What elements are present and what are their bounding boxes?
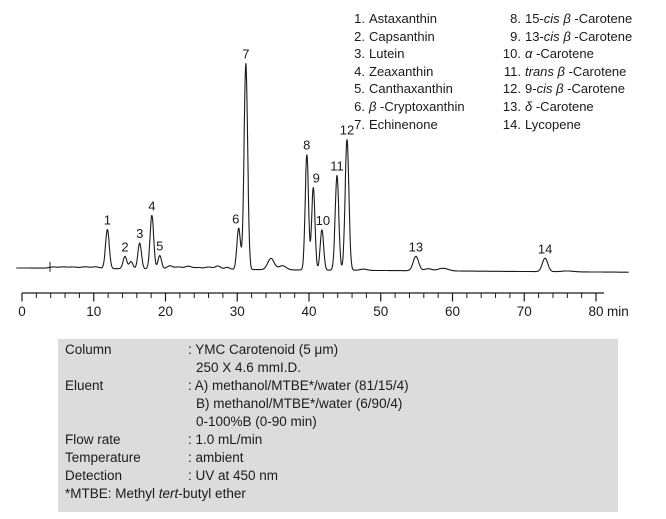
axis-tick-label: 20: [157, 304, 174, 319]
legend-item-number: 4.: [354, 63, 365, 79]
legend-item-10: [494, 45, 632, 63]
legend-item-3: [341, 45, 465, 63]
legend-item-name: Lutein: [369, 46, 405, 62]
condition-label: Temperature: [65, 450, 141, 465]
axis-tick-label: 10: [86, 304, 102, 319]
legend-item-name: Astaxanthin: [369, 11, 437, 26]
condition-label: [65, 413, 188, 431]
legend-item-14: [494, 116, 632, 134]
legend-item-name: 15-cis β -Carotene: [525, 11, 633, 26]
conditions-panel: [65, 341, 613, 503]
peak-label-8: 8: [303, 137, 311, 153]
legend-item-5: [341, 80, 465, 98]
condition-value: B) methanol/MTBE*/water (6/90/4): [196, 396, 403, 411]
peak-label-9: 9: [312, 170, 320, 186]
legend-item-name: trans β -Carotene: [525, 63, 627, 79]
legend-item-number: 7.: [354, 116, 365, 132]
legend-item-name: α -Carotene: [525, 46, 594, 62]
condition-row-temperature: [65, 449, 613, 467]
legend-item-number: 13.: [502, 98, 521, 114]
condition-label: [65, 395, 188, 413]
condition-row-detection: [65, 467, 613, 485]
condition-label: [65, 359, 188, 377]
legend-item-name: Capsanthin: [369, 28, 435, 44]
legend-item-number: 10.: [502, 46, 521, 62]
mtbe-footnote: *MTBE: Methyl tert -butyl ether: [65, 486, 246, 501]
legend-item-number: 5.: [354, 81, 365, 97]
legend-item-7: [341, 116, 465, 134]
condition-row-flow-rate: [65, 431, 613, 449]
legend-item-name: Echinenone: [369, 116, 438, 132]
legend-column-1: [341, 10, 465, 133]
condition-row-column: [65, 359, 613, 377]
legend-item-13: [494, 98, 632, 116]
peak-label-7: 7: [242, 46, 250, 62]
legend-item-name: Zeaxanthin: [369, 63, 434, 79]
legend-item-number: 12.: [502, 81, 521, 97]
axis-tick-label: 60: [444, 304, 461, 319]
axis-unit-label: min: [607, 304, 629, 319]
peak-label-5: 5: [156, 238, 164, 254]
legend-item-name: β -Cryptoxanthin: [369, 98, 465, 114]
legend-item-2: [341, 28, 465, 46]
legend-item-number: 9.: [510, 28, 521, 44]
legend-item-11: [494, 63, 632, 81]
legend-item-number: 1.: [354, 11, 365, 26]
legend-item-4: [341, 63, 465, 81]
peak-number-labels: [104, 47, 553, 257]
condition-value: : ambient: [188, 450, 244, 465]
condition-label: Column: [65, 342, 112, 357]
legend-item-9: [494, 28, 632, 46]
peak-label-10: 10: [315, 212, 331, 228]
axis-tick-label: 40: [301, 304, 317, 319]
legend-item-name: Canthaxanthin: [369, 81, 453, 97]
legend-item-number: 6.: [354, 98, 365, 114]
condition-row-eluent: [65, 395, 613, 413]
legend-item-12: [494, 80, 632, 98]
legend-item-6: [341, 98, 465, 116]
legend-item-number: 11.: [503, 63, 521, 79]
condition-row-column: [65, 341, 613, 359]
axis-ticks: [22, 293, 596, 302]
condition-value: 250 X 4.6 mmI.D.: [196, 360, 302, 375]
condition-row-eluent: [65, 377, 613, 395]
legend-column-2: [494, 10, 632, 133]
legend-item-number: 2.: [354, 28, 365, 44]
condition-label: Flow rate: [65, 432, 121, 447]
axis-tick-label: 70: [516, 304, 532, 319]
legend-item-name: 9-cis β -Carotene: [525, 81, 625, 97]
condition-value: : YMC Carotenoid (5 μm): [188, 342, 339, 357]
axis-tick-label: 50: [373, 304, 389, 319]
peak-label-12: 12: [339, 122, 355, 138]
legend-item-name: δ -Carotene: [525, 98, 594, 114]
condition-value: : 1.0 mL/min: [188, 432, 263, 447]
peak-label-11: 11: [330, 158, 344, 174]
legend-item-name: Lycopene: [525, 116, 581, 132]
peak-label-6: 6: [232, 211, 240, 227]
peak-label-4: 4: [148, 198, 156, 214]
axis-tick-label: 80: [588, 304, 604, 319]
condition-value: 0-100%B (0-90 min): [196, 414, 317, 429]
axis-tick-label: 0: [18, 304, 26, 319]
peak-label-3: 3: [136, 226, 144, 242]
axis-tick-labels: [18, 304, 603, 319]
peak-label-13: 13: [408, 239, 424, 255]
axis-tick-label: 30: [229, 304, 245, 319]
condition-label: Detection: [65, 468, 123, 483]
legend-item-number: 8.: [510, 11, 521, 26]
condition-value: : A) methanol/MTBE*/water (81/15/4): [188, 378, 409, 393]
condition-label: Eluent: [65, 378, 104, 393]
condition-value: : UV at 450 nm: [188, 468, 279, 483]
legend-item-name: 13-cis β -Carotene: [525, 28, 633, 44]
legend-item-1: [341, 10, 465, 28]
peak-label-2: 2: [121, 239, 129, 255]
condition-row-eluent: [65, 413, 613, 431]
peak-label-14: 14: [537, 241, 553, 257]
legend-item-8: [494, 10, 632, 28]
peak-label-1: 1: [103, 212, 112, 228]
legend-item-number: 3.: [354, 46, 365, 62]
legend-item-number: 14.: [502, 116, 521, 132]
